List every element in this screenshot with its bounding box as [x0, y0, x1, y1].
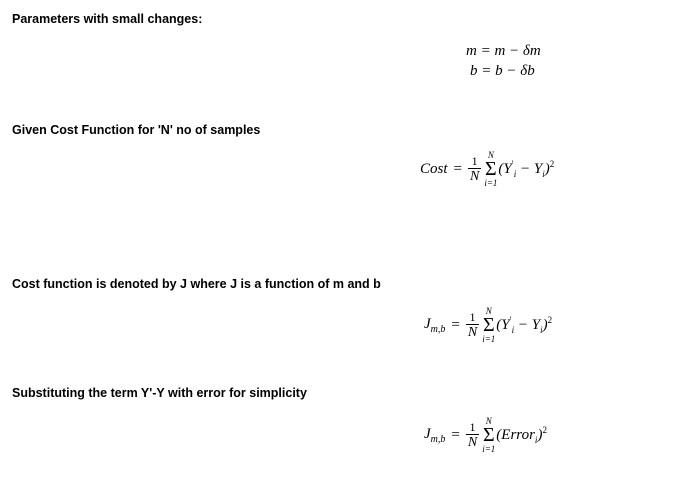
cost-equation	[420, 150, 554, 188]
fraction	[468, 155, 481, 184]
sigma-symbol: Σ	[485, 158, 497, 180]
summation	[482, 306, 495, 344]
fraction	[466, 311, 479, 340]
fraction-denominator: N	[467, 434, 478, 450]
subst-heading: Substituting the term Y'-Y with error for simplicity	[12, 386, 307, 400]
sum-lower-limit: i=1	[482, 444, 496, 454]
j-lhs: $J_{m,b}$	[424, 315, 446, 335]
fraction	[466, 421, 479, 450]
fraction-numerator: 1	[469, 419, 476, 434]
sum-upper-limit: N	[487, 150, 494, 160]
summation	[482, 416, 495, 454]
sigma-symbol: Σ	[482, 314, 495, 336]
sum-upper-limit: N	[485, 306, 492, 316]
sum-lower-limit: i=1	[484, 178, 498, 188]
fraction-denominator: N	[467, 324, 478, 340]
fraction-numerator: 1	[471, 153, 478, 168]
sigma-symbol: Σ	[482, 424, 495, 446]
params-heading: Parameters with small changes:	[12, 12, 203, 26]
sum-lower-limit: i=1	[482, 334, 496, 344]
sum-body: (Error$_i$)$^2$	[496, 425, 547, 445]
sum-body: $(Y'_i - Y_i)^2$	[496, 315, 553, 335]
sum-body: $(Y'_i - Y_i)^2$	[498, 159, 555, 179]
equals-sign: =	[453, 160, 462, 177]
j-heading: Cost function is denoted by J where J is a function of m and b	[12, 277, 381, 291]
equals-sign: =	[451, 316, 460, 333]
cost-heading: Given Cost Function for 'N' no of samples	[12, 123, 261, 137]
power: 2	[542, 425, 547, 435]
j-lhs: $J_{m,b}$	[424, 425, 446, 445]
fraction-denominator: N	[469, 168, 480, 184]
update-b-equation: b = b − δb	[470, 63, 535, 79]
summation	[484, 150, 497, 188]
j-equation	[424, 306, 552, 344]
j-error-equation	[424, 416, 547, 454]
fraction-numerator: 1	[469, 309, 476, 324]
power: 2	[547, 315, 553, 325]
cost-lhs: Cost	[420, 160, 448, 177]
power: 2	[549, 159, 555, 169]
sum-upper-limit: N	[485, 416, 492, 426]
equals-sign: =	[451, 426, 460, 443]
update-m-equation: m = m − δm	[466, 43, 541, 59]
